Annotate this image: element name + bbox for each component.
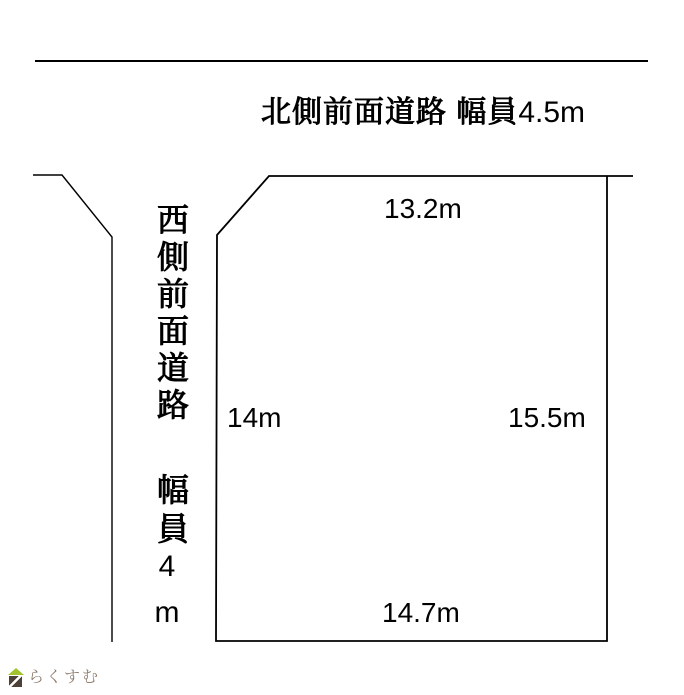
west-road-width-label: 幅員 [153, 473, 189, 551]
dimension-right: 15.5m [508, 402, 586, 433]
dimension-left: 14m [227, 402, 282, 433]
north-road-label [261, 94, 585, 132]
west-road-width-unit: m [154, 596, 180, 629]
west-road-edge-line [33, 175, 112, 642]
dimension-bottom: 14.7m [382, 597, 460, 628]
rakusumu-logo [8, 668, 100, 688]
west-road-label: 西側前面道路 [153, 203, 189, 425]
house-body-icon [9, 676, 22, 687]
house-icon [8, 668, 23, 688]
dimension-top: 13.2m [384, 193, 462, 224]
house-roof-icon [8, 668, 24, 675]
north-road-label-text: 北側前面道路 幅員 [261, 96, 519, 129]
north-road-width-value: 4.5m [518, 96, 586, 129]
west-road-width-number: 4 [158, 550, 176, 583]
logo-text: らくすむ [28, 669, 101, 686]
